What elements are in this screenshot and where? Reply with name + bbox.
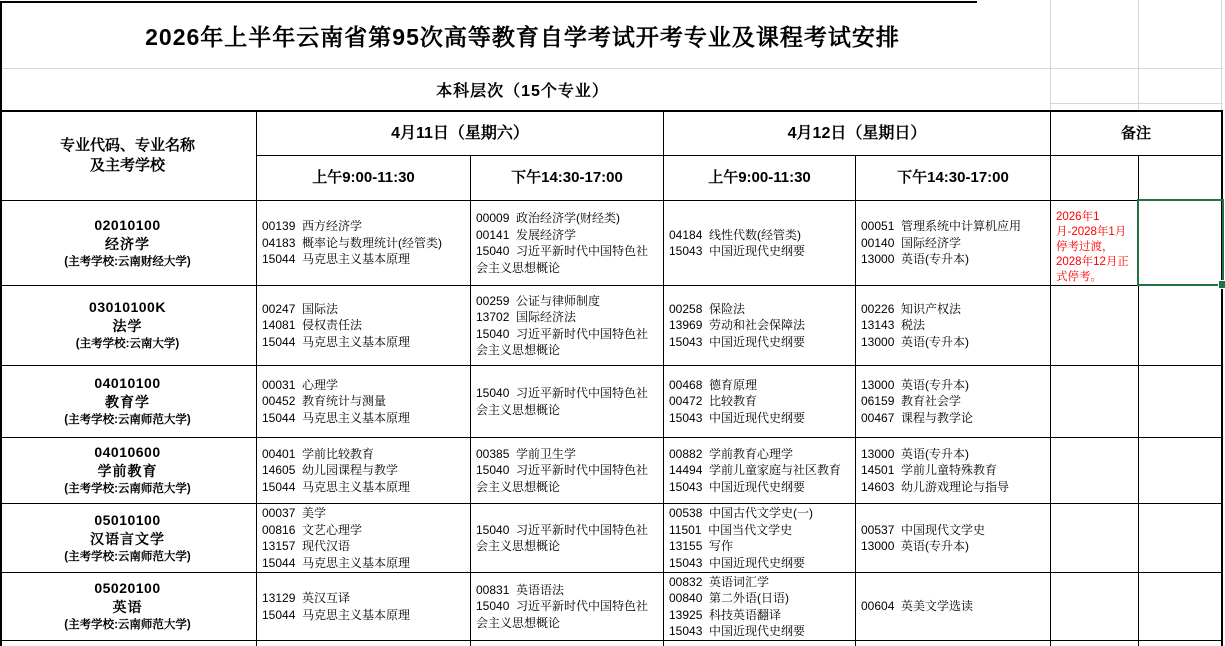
cell-english-remark[interactable] — [1051, 573, 1138, 640]
major-code: 04010600 — [94, 444, 161, 460]
course-item: 15040 习近平新时代中国特色社会主义思想概论 — [476, 522, 649, 553]
level-subtitle-cell[interactable] — [0, 69, 1045, 109]
cell-english-sun-pm[interactable] — [856, 573, 1050, 640]
course-item: 00226 知识产权法 — [861, 301, 962, 316]
header-remark[interactable] — [1051, 112, 1221, 155]
course-item: 00882 学前教育心理学 — [669, 446, 794, 461]
cell-law-sun-pm[interactable] — [856, 286, 1050, 365]
course-item: 13129 英汉互译 — [262, 591, 351, 605]
cell-economics-sun-pm[interactable] — [856, 201, 1050, 285]
course-item: 14081 侵权责任法 — [262, 318, 363, 333]
course-item: 00139 西方经济学 — [262, 219, 363, 234]
cell-major-economics[interactable] — [0, 201, 255, 285]
cell-english-remark-right[interactable] — [1139, 573, 1221, 640]
course-item: 00831 英语语法 — [476, 582, 565, 597]
course-item: 15044 马克思主义基本原理 — [262, 334, 411, 349]
major-name: 学前教育 — [97, 463, 158, 479]
header-date-sunday[interactable] — [664, 112, 1050, 155]
course-item: 00247 国际法 — [262, 301, 339, 316]
cell-preschool-sun-pm[interactable] — [856, 438, 1050, 503]
course-item: 00141 发展经济学 — [476, 227, 577, 242]
course-item: 15040 习近平新时代中国特色社会主义思想概论 — [476, 244, 649, 275]
header-remark-sub-left[interactable] — [1051, 156, 1138, 200]
major-code: 05010100 — [94, 511, 161, 528]
cell-economics-sat-pm[interactable] — [471, 201, 663, 285]
course-item: 15043 中国近现代史纲要 — [669, 555, 806, 570]
major-school: (主考学校:云南师范大学) — [64, 619, 191, 631]
header-major-school[interactable] — [0, 112, 255, 200]
course-item: 00037 美学 — [262, 506, 327, 520]
cell-chinese-sun-pm[interactable] — [856, 504, 1050, 572]
page-title: 2026年上半年云南省第95次高等教育自学考试开考专业及课程考试安排 — [145, 23, 900, 50]
course-item: 15043 中国近现代史纲要 — [669, 479, 806, 494]
cell-economics-sat-am[interactable] — [257, 201, 470, 285]
major-school: (主考学校:云南师范大学) — [64, 550, 191, 563]
table-line — [0, 640, 1223, 641]
cell-chinese-remark-right[interactable] — [1139, 504, 1221, 572]
major-school: (主考学校:云南师范大学) — [64, 483, 191, 495]
cell-education-remark-right[interactable] — [1139, 366, 1221, 437]
course-item: 15043 中国近现代史纲要 — [669, 334, 806, 349]
course-item: 15043 中国近现代史纲要 — [669, 244, 806, 258]
course-item: 13925 科技英语翻译 — [669, 607, 782, 622]
cell-chinese-sat-pm[interactable] — [471, 504, 663, 572]
gridline-vertical — [1221, 0, 1222, 110]
course-item: 13969 劳动和社会保障法 — [669, 318, 806, 333]
course-item: 00452 教育统计与测量 — [262, 394, 387, 409]
course-item: 15044 马克思主义基本原理 — [262, 555, 411, 570]
cell-major-education[interactable] — [0, 366, 255, 437]
course-item: 04184 线性代数(经管类) — [669, 227, 802, 242]
course-item: 15040 习近平新时代中国特色社会主义思想概论 — [476, 463, 649, 494]
course-item: 14494 学前儿童家庭与社区教育 — [669, 463, 842, 478]
course-item: 00385 学前卫生学 — [476, 446, 577, 461]
major-code: 05020100 — [94, 580, 161, 596]
course-item: 00467 课程与教学论 — [861, 410, 974, 425]
header-sat-afternoon[interactable] — [471, 156, 663, 200]
page-title-cell[interactable] — [0, 3, 1045, 67]
course-item: 00816 文艺心理学 — [262, 522, 363, 537]
cell-education-sat-pm[interactable] — [471, 366, 663, 437]
header-remark-sub-right[interactable] — [1139, 156, 1221, 200]
course-item: 14501 学前儿童特殊教育 — [861, 463, 998, 478]
major-name: 经济学 — [105, 235, 150, 252]
selection-fill-handle[interactable] — [1218, 280, 1225, 289]
cell-major-english[interactable] — [0, 573, 255, 640]
gridline-horizontal — [1050, 103, 1223, 104]
major-school: (主考学校:云南大学) — [75, 338, 180, 350]
cell-english-sat-am[interactable] — [257, 573, 470, 640]
major-name: 法学 — [112, 318, 143, 334]
header-remark-label: 备注 — [1120, 124, 1151, 142]
course-item: 00140 国际经济学 — [861, 235, 962, 250]
course-item: 13000 英语(专升本) — [861, 446, 970, 461]
cell-english-sun-am[interactable] — [664, 573, 855, 640]
course-item: 00832 英语词汇学 — [669, 574, 770, 589]
cell-preschool-sun-am[interactable] — [664, 438, 855, 503]
cell-preschool-remark[interactable] — [1051, 438, 1138, 503]
header-major-line1: 专业代码、专业名称 — [59, 137, 195, 154]
cell-education-sun-am[interactable] — [664, 366, 855, 437]
major-code: 02010100 — [94, 216, 161, 233]
course-item: 15043 中国近现代史纲要 — [669, 624, 806, 638]
header-sun-afternoon[interactable] — [856, 156, 1050, 200]
course-item: 15044 马克思主义基本原理 — [262, 252, 411, 267]
header-date-saturday-label: 4月11日（星期六） — [391, 124, 529, 142]
course-item: 14605 幼儿园课程与教学 — [262, 463, 399, 478]
cell-chinese-remark[interactable] — [1051, 504, 1138, 572]
course-item: 00259 公证与律师制度 — [476, 293, 601, 308]
cell-major-chinese[interactable] — [0, 504, 255, 572]
major-school: (主考学校:云南财经大学) — [64, 255, 191, 268]
course-item: 06159 教育社会学 — [861, 394, 962, 409]
header-sat-afternoon-label: 下午14:30-17:00 — [511, 169, 623, 186]
course-item: 15040 习近平新时代中国特色社会主义思想概论 — [476, 599, 649, 630]
cell-english-sat-pm[interactable] — [471, 573, 663, 640]
cell-law-remark[interactable] — [1051, 286, 1138, 365]
cell-major-law[interactable] — [0, 286, 255, 365]
gridline-vertical — [1050, 0, 1051, 110]
course-item: 13702 国际经济法 — [476, 310, 577, 324]
major-code: 03010100K — [89, 299, 166, 315]
header-sun-morning-label: 上午9:00-11:30 — [708, 169, 811, 186]
cell-education-remark[interactable] — [1051, 366, 1138, 437]
course-item: 15040 习近平新时代中国特色社会主义思想概论 — [476, 326, 649, 357]
cell-law-sat-am[interactable] — [257, 286, 470, 365]
cell-law-sat-pm[interactable] — [471, 286, 663, 365]
major-name: 汉语言文学 — [90, 530, 165, 547]
course-item: 00258 保险法 — [669, 301, 746, 316]
course-item: 13000 英语(专升本) — [861, 334, 970, 349]
course-item: 11501 中国当代文学史 — [669, 522, 793, 537]
course-item: 00840 第二外语(日语) — [669, 591, 790, 605]
course-item: 13000 英语(专升本) — [861, 252, 970, 267]
cell-economics-sun-am[interactable] — [664, 201, 855, 285]
major-code: 04010100 — [94, 375, 161, 391]
cell-law-remark-right[interactable] — [1139, 286, 1221, 365]
course-item: 13143 税法 — [861, 318, 926, 333]
cell-chinese-sat-am[interactable] — [257, 504, 470, 572]
course-item: 00538 中国古代文学史(一) — [669, 506, 814, 520]
course-item: 13157 现代汉语 — [262, 539, 351, 553]
header-date-saturday[interactable] — [257, 112, 663, 155]
course-item: 04183 概率论与数理统计(经管类) — [262, 235, 443, 250]
course-item: 15044 马克思主义基本原理 — [262, 479, 411, 494]
course-item: 00009 政治经济学(财经类) — [476, 211, 621, 225]
major-name: 英语 — [112, 599, 143, 615]
cell-preschool-remark-right[interactable] — [1139, 438, 1221, 503]
course-item: 14603 幼儿游戏理论与指导 — [861, 479, 1010, 494]
course-item: 15040 习近平新时代中国特色社会主义思想概论 — [476, 386, 649, 417]
cell-law-sun-am[interactable] — [664, 286, 855, 365]
course-item: 00537 中国现代文学史 — [861, 522, 986, 537]
header-sun-afternoon-label: 下午14:30-17:00 — [897, 169, 1009, 186]
cell-chinese-sun-am[interactable] — [664, 504, 855, 572]
course-item: 00604 英美文学选读 — [861, 599, 974, 614]
course-item: 13000 英语(专升本) — [861, 539, 970, 553]
header-major-line2: 及主考学校 — [89, 157, 165, 174]
course-item: 13000 英语(专升本) — [861, 377, 970, 392]
course-item: 00472 比较教育 — [669, 394, 758, 409]
cell-economics-remark[interactable]: 2026年1月-2028年1月停考过渡，2028年12月正式停考。 — [1056, 211, 1129, 283]
header-sat-morning[interactable] — [257, 156, 470, 200]
course-item: 15044 马克思主义基本原理 — [262, 410, 411, 425]
header-date-sunday-label: 4月12日（星期日） — [787, 124, 927, 142]
header-sun-morning[interactable] — [664, 156, 855, 200]
course-item: 00468 德育原理 — [669, 377, 758, 392]
course-item: 00031 心理学 — [262, 377, 339, 392]
cell-education-sat-am[interactable] — [257, 366, 470, 437]
gridline-vertical — [1138, 0, 1139, 110]
cell-education-sun-pm[interactable] — [856, 366, 1050, 437]
course-item: 00401 学前比较教育 — [262, 446, 375, 461]
header-sat-morning-label: 上午9:00-11:30 — [312, 169, 415, 186]
cell-preschool-sat-pm[interactable] — [471, 438, 663, 503]
course-item: 15044 马克思主义基本原理 — [262, 607, 411, 622]
course-item: 00051 管理系统中计算机应用 — [861, 219, 1022, 234]
major-name: 教育学 — [105, 394, 150, 410]
major-school: (主考学校:云南师范大学) — [64, 414, 191, 426]
cell-major-preschool[interactable] — [0, 438, 255, 503]
course-item: 13155 写作 — [669, 539, 734, 553]
selected-cell-outline[interactable] — [1137, 199, 1224, 286]
course-item: 15043 中国近现代史纲要 — [669, 410, 806, 425]
table-right-border — [1221, 110, 1223, 646]
cell-preschool-sat-am[interactable] — [257, 438, 470, 503]
level-subtitle: 本科层次（15个专业） — [436, 82, 609, 100]
